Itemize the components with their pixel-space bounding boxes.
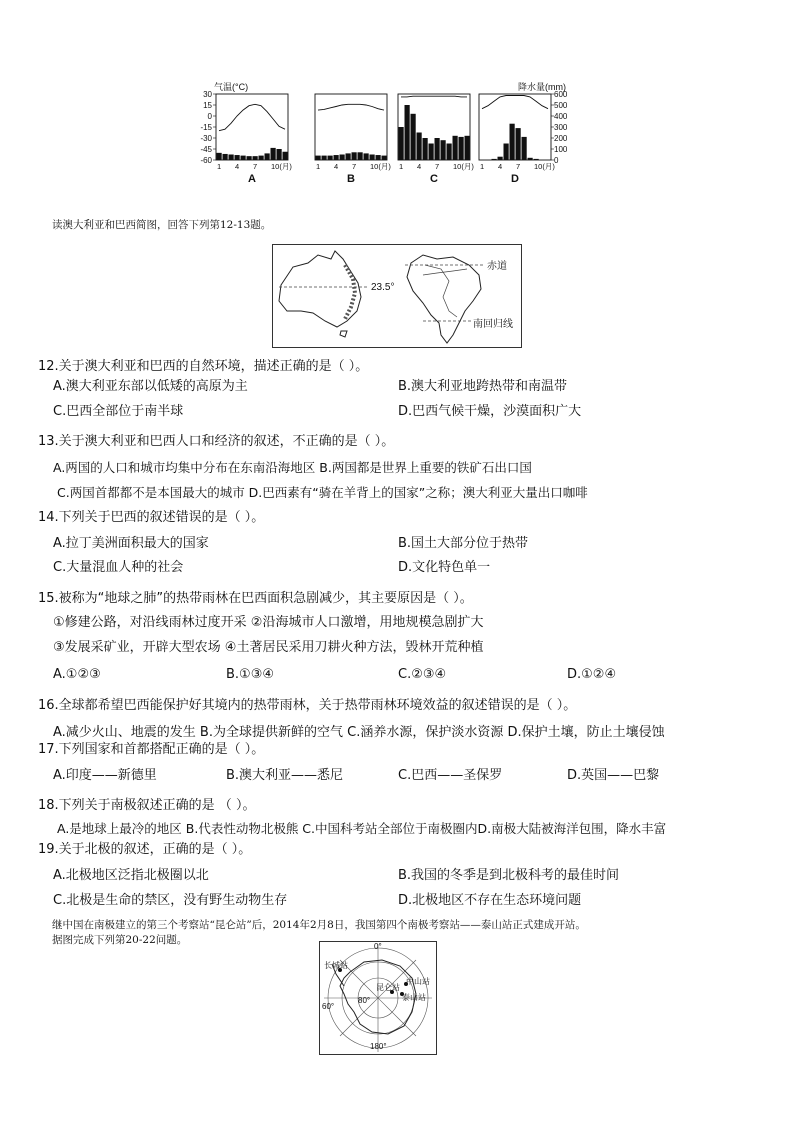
month-tick-label: 4 [417,162,422,171]
precip-bar [429,144,434,161]
q17-option-c[interactable]: C.巴西——圣保罗 [398,768,503,783]
precip-bar [253,156,258,160]
temp-tick-label: -15 [200,123,212,132]
precip-bar [247,156,252,160]
q17-stem: 17.下列国家和首都搭配正确的是（ ）。 [38,742,265,757]
precip-bar [465,136,470,160]
precip-bar [528,158,533,160]
precip-bar [516,128,521,160]
precip-tick-label: 100 [554,145,568,154]
precip-bar [534,159,539,160]
map2-taishan: 泰山站 [402,993,426,1002]
precip-bar [411,114,416,160]
temperature-curve [482,96,548,109]
chart-letter: C [430,173,438,185]
q17-option-b[interactable]: B.澳大利亚——悉尼 [226,768,344,783]
month-tick-label: 7 [435,162,440,171]
month-tick-label: 1 [480,162,485,171]
map-outlines [273,245,521,347]
climate-figure [200,78,590,190]
intro-20-22-line1: 继中国在南极建立的第三个考察站“昆仑站”后，2014年2月8日，我国第四个南极考察站——泰山站正式建成开站。 [52,919,586,931]
q12-option-a[interactable]: A.澳大利亚东部以低矮的高原为主 [53,379,248,394]
q15-stem: 15.被称为“地球之肺”的热带雨林在巴西面积急剧减少，其主要原因是（ ）。 [38,591,473,606]
q15-option-a[interactable]: A.①②③ [53,667,101,682]
month-tick-label: 7 [516,162,521,171]
precip-bar [498,157,503,160]
precip-bar [358,152,363,160]
map2-lon-0: 0° [374,942,382,951]
month-tick-label: 10(月) [534,162,555,171]
month-tick-label: 1 [316,162,321,171]
month-tick-label: 10(月) [453,162,474,171]
precip-bar [504,144,509,161]
precip-bar [271,148,276,160]
precip-bar [435,138,440,160]
precip-bar [277,149,282,160]
temperature-curve [219,104,285,130]
precip-bar [223,154,228,160]
map2-lon-80: 80° [358,996,371,1005]
precip-bar [283,152,288,160]
temp-tick-label: 15 [203,101,212,110]
amazon-river [423,269,467,275]
climate-charts-svg [200,78,590,190]
precip-bar [492,159,497,160]
map2-kunlun: 昆仑站 [376,983,400,992]
precip-bar [453,136,458,160]
precip-bar [229,155,234,161]
temp-tick-label: -30 [200,134,212,143]
precip-tick-label: 400 [554,112,568,121]
precip-bar [370,155,375,161]
precip-bar [346,153,351,160]
precip-tick-label: 200 [554,134,568,143]
right-axis-title: 降水量(mm) [518,82,566,92]
equator-label: 赤道 [487,261,507,272]
chart-letter: B [347,173,355,185]
q16-options[interactable]: A.减少火山、地震的发生 B.为全球提供新鲜的空气 C.涵养水源，保护淡水资源 D.保护土壤，防止土壤侵蚀 [53,725,665,740]
q14-option-a[interactable]: A.拉丁美洲面积最大的国家 [53,536,209,551]
chart-letter: D [511,173,519,185]
map2-changcheng: 长城站 [324,961,348,970]
month-tick-label: 7 [253,162,258,171]
q14-option-b[interactable]: B.国土大部分位于热带 [398,536,529,551]
precip-bar [322,156,327,160]
temp-tick-label: -60 [200,156,212,165]
q12-stem: 12.关于澳大利亚和巴西的自然环境，描述正确的是（ ）。 [38,359,369,374]
temperature-curve [318,104,384,110]
month-tick-label: 1 [399,162,404,171]
q12-option-c[interactable]: C.巴西全部位于南半球 [53,404,184,419]
tasmania [340,331,347,337]
precip-bar [328,156,333,160]
map2-lon-60: 60° [322,1002,335,1011]
q12-option-d[interactable]: D.巴西气候干燥，沙漠面积广大 [398,404,582,419]
q14-option-d[interactable]: D.文化特色单一 [398,560,491,575]
q14-stem: 14.下列关于巴西的叙述错误的是（ ）。 [38,510,265,525]
temperature-curve [401,96,467,97]
precip-bar [334,155,339,160]
precip-tick-label: 0 [554,156,559,165]
precip-bar [217,153,222,160]
month-tick-label: 10(月) [370,162,391,171]
q15-option-b[interactable]: B.①③④ [226,667,275,682]
precip-bar [364,153,369,160]
q15-statements-2: ③发展采矿业，开辟大型农场 ④土著居民采用刀耕火种方法，毁林开荒种植 [53,640,484,655]
precip-bar [235,155,240,160]
great-dividing-range [345,265,355,319]
q13-options-ab[interactable]: A.两国的人口和城市均集中分布在东南沿海地区 B.两国都是世界上重要的铁矿石出口国 [53,460,532,475]
q14-option-c[interactable]: C.大量混血人种的社会 [53,560,184,575]
precip-bar [510,124,515,160]
intro-12-13: 读澳大利亚和巴西简图，回答下列第12-13题。 [52,219,272,231]
precip-bar [376,155,381,160]
precip-bar [399,127,404,160]
precip-bar [447,144,452,161]
q12-option-b[interactable]: B.澳大利亚地跨热带和南温带 [398,379,568,394]
precip-bar [423,138,428,160]
q19-option-b[interactable]: B.我国的冬季是到北极科考的最佳时间 [398,868,620,883]
precip-bar [417,133,422,161]
precip-bar [265,153,270,160]
month-tick-label: 4 [498,162,503,171]
q19-option-d[interactable]: D.北极地区不存在生态环境问题 [398,893,582,908]
precip-bar [340,155,345,161]
temp-tick-label: 0 [207,112,212,121]
precip-tick-label: 300 [554,123,568,132]
precip-bar [241,156,246,160]
chart-letter: A [248,173,256,185]
month-tick-label: 1 [217,162,222,171]
precip-bar [522,137,527,160]
antarctica-map [319,941,437,1055]
q13-stem: 13.关于澳大利亚和巴西人口和经济的叙述，不正确的是（ ）。 [38,434,395,449]
q15-statements-1: ①修建公路，对沿线雨林过度开采 ②沿海城市人口激增，用地规模急剧扩大 [53,615,484,630]
australia-brazil-map [272,244,522,348]
precip-tick-label: 500 [554,101,568,110]
precip-tick-label: 600 [554,90,568,99]
q15-option-c[interactable]: C.②③④ [398,667,447,682]
month-tick-label: 4 [235,162,240,171]
precip-bar [459,137,464,160]
latitude-label: 23.5° [371,282,395,293]
q16-stem: 16.全球都希望巴西能保护好其境内的热带雨林，关于热带雨林环境效益的叙述错误的是（ ）。 [38,698,577,713]
temp-tick-label: 30 [203,90,212,99]
month-tick-label: 4 [334,162,339,171]
q19-stem: 19.关于北极的叙述，正确的是（ ）。 [38,842,252,857]
q17-option-a[interactable]: A.印度——新德里 [53,768,157,783]
q15-option-d[interactable]: D.①②④ [567,667,617,682]
q18-stem: 18.下列关于南极叙述正确的是 （ ）。 [38,798,256,813]
precip-bar [316,156,321,160]
map2-zhongshan: 中山站 [406,977,430,986]
precip-bar [382,156,387,160]
left-axis-title: 气温(°C) [214,82,249,92]
temp-tick-label: -45 [200,145,212,154]
precip-bar [441,140,446,160]
month-tick-label: 7 [352,162,357,171]
tropic-label: 南回归线 [473,319,513,330]
q19-option-c[interactable]: C.北极是生命的禁区，没有野生动物生存 [53,893,288,908]
q17-option-d[interactable]: D.英国——巴黎 [567,768,660,783]
precip-bar [405,105,410,160]
q18-options[interactable]: A.是地球上最冷的地区 B.代表性动物北极熊 C.中国科考站全部位于南极圈内D.南极大陆被海洋包围，降水丰富 [57,821,667,836]
q13-options-cd[interactable]: C.两国首都都不是本国最大的城市 D.巴西素有“骑在羊背上的国家”之称；澳大利亚大量出口咖啡 [57,485,588,500]
map2-lon-180: 180° [370,1042,387,1051]
precip-bar [259,156,264,160]
intro-20-22-line2: 据图完成下列第20-22问题。 [52,934,188,946]
precip-bar [352,152,357,160]
month-tick-label: 10(月) [271,162,292,171]
q19-option-a[interactable]: A.北极地区泛指北极圈以北 [53,868,209,883]
